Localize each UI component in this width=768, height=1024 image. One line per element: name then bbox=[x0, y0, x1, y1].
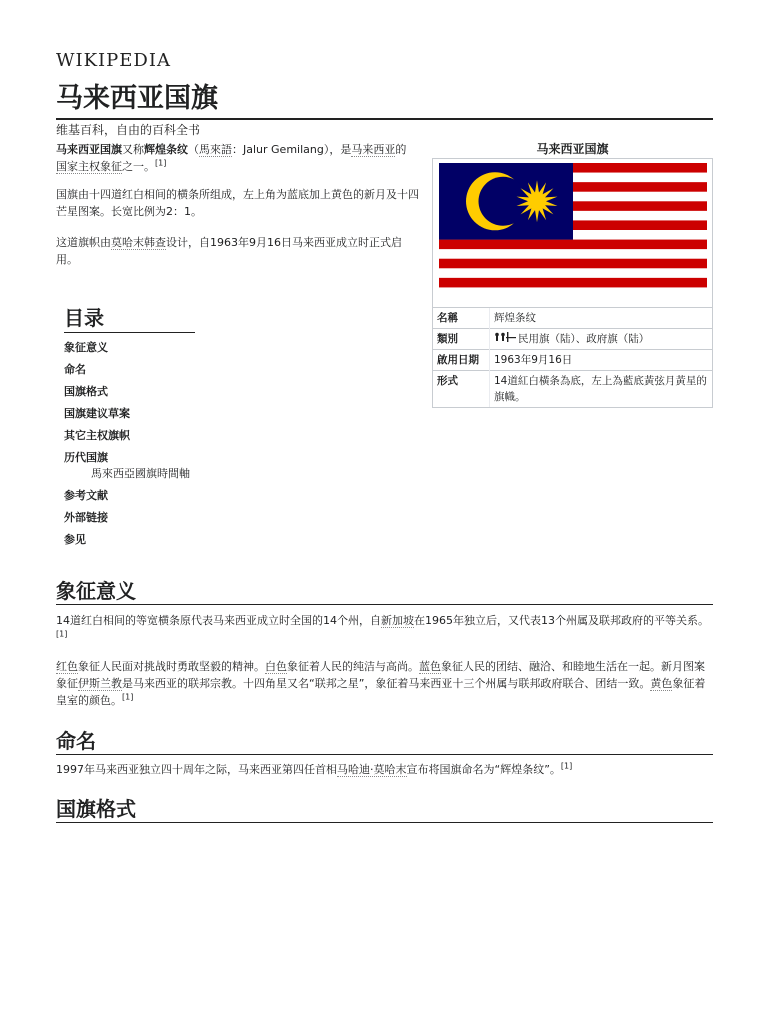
text: 的 bbox=[395, 143, 407, 156]
lead-paragraph-2: 国旗由十四道红白相间的横条所组成，左上角为蓝底加上黄色的新月及十四芒星图案。长宽比例为2：1。 bbox=[56, 188, 419, 218]
toc-item[interactable]: 象征意义 bbox=[64, 341, 108, 354]
infobox-key: 名稱 bbox=[433, 308, 490, 329]
infobox-title: 马来西亚国旗 bbox=[536, 142, 609, 156]
text: 14道红白相间的等宽横条原代表马来西亚成立时全国的14个州，自 bbox=[56, 614, 381, 627]
text: 这道旗帜由 bbox=[56, 236, 111, 249]
toc-item[interactable]: 国旗建议草案 bbox=[64, 407, 130, 420]
text: 之一。 bbox=[122, 160, 155, 173]
lead-paragraph-1 bbox=[56, 141, 422, 175]
flag-stripe bbox=[439, 259, 707, 269]
toc-item[interactable]: 命名 bbox=[64, 363, 86, 376]
text: 宣布将国旗命名为“辉煌条纹”。 bbox=[406, 763, 561, 776]
toc-title: 目录 bbox=[64, 304, 195, 333]
flag-stripe bbox=[439, 278, 707, 288]
section-heading-format: 国旗格式 bbox=[56, 796, 713, 823]
infobox-key: 形式 bbox=[433, 371, 490, 408]
toc-item[interactable]: 历代国旗 bbox=[64, 451, 108, 464]
link-white[interactable]: 白色 bbox=[265, 660, 287, 673]
bold-alt-name: 辉煌条纹 bbox=[144, 143, 188, 156]
infobox bbox=[432, 140, 713, 408]
toc-subitem[interactable]: 馬來西亞國旗時間軸 bbox=[91, 467, 190, 480]
link-singapore[interactable]: 新加坡 bbox=[381, 614, 414, 627]
flag-stripe bbox=[439, 287, 707, 297]
section-heading-symbolism: 象征意义 bbox=[56, 578, 713, 605]
flag-stripe bbox=[439, 240, 707, 250]
text: 1997年马来西亚独立四十周年之际，马来西亚第四任首相 bbox=[56, 763, 337, 776]
link-red[interactable]: 红色 bbox=[56, 660, 78, 673]
text: 象征着人民的纯洁与高尚。 bbox=[287, 660, 419, 673]
section-heading-naming: 命名 bbox=[56, 728, 713, 755]
text: ：Jalur Gemilang），是 bbox=[232, 143, 352, 156]
text: 是马来西亚的联邦宗教。十四角星又名“联邦之星”，象征着马来西亚十三个州属与联邦政府联合、团结一致。 bbox=[122, 677, 651, 690]
toc-item[interactable]: 参考文献 bbox=[64, 489, 108, 502]
text: 设计，自1963年9月16日马来西亚成立时正式启用。 bbox=[56, 236, 402, 266]
naming-paragraph bbox=[56, 761, 713, 778]
bold-title: 马来西亚国旗 bbox=[56, 143, 122, 156]
link-malaysia[interactable]: 马来西亚 bbox=[351, 143, 396, 156]
link-national-symbol[interactable]: 国家主权象征 bbox=[56, 160, 122, 173]
link-mahathir[interactable]: 马哈迪·莫哈末 bbox=[337, 763, 407, 776]
text: 象征人民的团结、融洽、和睦地生活在一起。新月图案象征 bbox=[56, 660, 705, 690]
reference-link[interactable]: [1] bbox=[122, 692, 134, 702]
toc-item[interactable]: 外部链接 bbox=[64, 511, 108, 524]
text: （ bbox=[188, 143, 199, 156]
text: 象征着皇室的颜色。 bbox=[56, 677, 706, 707]
link-islam[interactable]: 伊斯兰教 bbox=[78, 677, 122, 690]
logo-text: WIKIPEDIA bbox=[56, 50, 171, 71]
infobox-key: 類別 bbox=[433, 329, 490, 350]
lead-paragraph-3 bbox=[56, 234, 422, 268]
flag-stripe bbox=[439, 268, 707, 278]
infobox-row bbox=[433, 371, 712, 408]
toc-item[interactable]: 参见 bbox=[64, 533, 86, 546]
symbolism-paragraph-1 bbox=[56, 612, 713, 646]
link-malay[interactable]: 馬來語 bbox=[199, 143, 232, 156]
flag-stripe bbox=[439, 249, 707, 259]
reference-link[interactable]: [1] bbox=[56, 629, 68, 639]
tagline: 维基百科，自由的百科全书 bbox=[56, 123, 201, 137]
flag-image-container[interactable] bbox=[433, 159, 712, 307]
infobox-table bbox=[433, 307, 712, 407]
infobox-value-cell bbox=[490, 329, 713, 350]
link-yellow[interactable]: 黄色 bbox=[650, 677, 673, 690]
toc-list bbox=[64, 341, 264, 547]
infobox-row bbox=[433, 308, 712, 329]
text: 在1965年独立后，又代表13个州属及联邦政府的平等关系。 bbox=[414, 614, 709, 627]
text: 又称 bbox=[122, 143, 144, 156]
infobox-value: 民用旗（陆）、政府旗（陆） bbox=[518, 333, 650, 345]
infobox-value: 1963年9月16日 bbox=[490, 350, 713, 371]
infobox-row bbox=[433, 350, 712, 371]
wikipedia-logo[interactable] bbox=[56, 50, 171, 71]
crescent-inner bbox=[479, 177, 528, 226]
toc-item[interactable]: 其它主权旗帜 bbox=[64, 429, 130, 442]
fis-flag-usage-icon[interactable] bbox=[494, 331, 516, 347]
infobox-row bbox=[433, 329, 712, 350]
malaysia-flag-image[interactable] bbox=[439, 163, 707, 297]
link-designer[interactable]: 莫哈末韩查 bbox=[111, 236, 166, 249]
link-blue[interactable]: 蓝色 bbox=[419, 660, 441, 673]
symbolism-paragraph-2 bbox=[56, 658, 713, 709]
toc-item[interactable]: 国旗格式 bbox=[64, 385, 108, 398]
reference-link[interactable]: [1] bbox=[560, 761, 573, 771]
infobox-value: 辉煌条纹 bbox=[490, 308, 713, 329]
table-of-contents bbox=[64, 304, 264, 555]
text: 象征人民面对挑战时勇敢坚毅的精神。 bbox=[78, 660, 265, 673]
reference-link[interactable]: [1] bbox=[155, 158, 167, 168]
infobox-key: 啟用日期 bbox=[433, 350, 490, 371]
infobox-frame bbox=[432, 158, 713, 408]
page-title: 马来西亚国旗 bbox=[56, 80, 713, 120]
infobox-value: 14道紅白橫条為底，左上為藍底黃弦月黃星的旗幟。 bbox=[490, 371, 713, 408]
